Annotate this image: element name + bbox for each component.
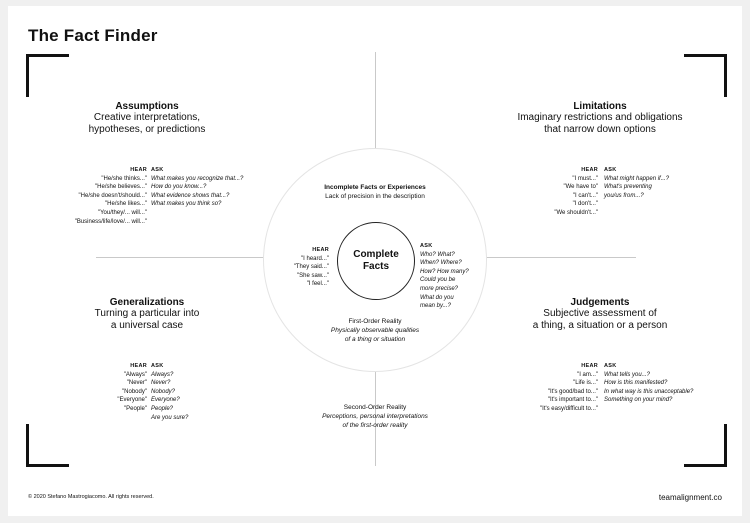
hear-item: "Nobody": [122, 388, 147, 395]
hear-label: HEAR: [581, 167, 598, 173]
hear-item: "I heard...": [301, 255, 329, 262]
assumptions-heading: Assumptions: [115, 101, 179, 112]
hear-item: "They said...": [293, 264, 329, 271]
page-title: The Fact Finder: [28, 26, 158, 45]
ask-item: What evidence shows that...?: [151, 192, 230, 199]
hear-label: HEAR: [130, 167, 147, 173]
hear-item: "We have to": [563, 184, 598, 191]
fact-finder-canvas: [8, 6, 742, 516]
judgements-heading: Judgements: [570, 297, 630, 308]
hear-item: "Life is...": [573, 380, 598, 387]
generalizations-block: [37, 297, 257, 332]
ask-item: Something on your mind?: [604, 397, 673, 404]
ask-item: How is this manifested?: [604, 380, 668, 387]
ask-item: What do you: [420, 294, 454, 301]
hear-item: "He/she likes...": [105, 201, 147, 208]
assumptions-hear-column: [75, 166, 147, 226]
hear-item: "We shouldn't...": [554, 209, 598, 216]
ask-item: Nobody?: [151, 388, 176, 395]
hear-item: "I don't...": [572, 201, 598, 208]
limitations-heading: Limitations: [573, 101, 627, 112]
judgements-block: [490, 297, 710, 332]
ask-item: In what way is this unacceptable?: [604, 388, 694, 395]
incomplete-facts-description: Lack of precision in the description: [325, 193, 425, 200]
ask-item: What makes you recognize that...?: [151, 175, 244, 182]
ask-item: Are you sure?: [151, 414, 189, 421]
judgements-description: Subjective assessment of a thing, a situation or a person: [532, 308, 668, 331]
corner-bracket-top-left: [26, 54, 69, 97]
hear-item: "He/she thinks...": [101, 175, 147, 182]
center-hear-column: [294, 246, 329, 289]
second-order-description-line: Perceptions, personal interpretations: [322, 413, 428, 420]
ask-item: What's preventing: [604, 184, 652, 191]
hear-item: "I can't...": [572, 192, 598, 199]
ask-item: What might happen if...?: [604, 175, 670, 182]
ask-item: you/us from...?: [604, 192, 644, 199]
hear-item: "Business/life/love/... will...": [74, 218, 147, 225]
divider-horizontal-right: [486, 257, 636, 258]
ask-item: How do you know...?: [151, 184, 207, 191]
hear-item: "I must...": [572, 175, 598, 182]
hear-item: "Everyone": [117, 397, 147, 404]
ask-label: ASK: [604, 167, 617, 173]
site-link[interactable]: teamalignment.co: [658, 493, 722, 502]
hear-item: "It's easy/difficult to...": [540, 405, 598, 412]
assumptions-block: [37, 101, 257, 136]
corner-bracket-bottom-right: [684, 424, 727, 467]
incomplete-facts-block: [300, 183, 450, 201]
hear-item: "Always": [123, 371, 147, 378]
hear-item: "He/she believes...": [95, 184, 147, 191]
ask-label: ASK: [604, 363, 617, 369]
hear-item: "She saw...": [297, 272, 329, 279]
first-order-description-line: of a thing or situation: [344, 336, 406, 343]
generalizations-ask-column: [151, 362, 188, 422]
ask-item: Everyone?: [151, 397, 180, 404]
ask-item: What makes you think so?: [151, 201, 222, 208]
first-order-reality-block: [300, 317, 450, 344]
assumptions-ask-column: [151, 166, 243, 209]
limitations-ask-column: [604, 166, 669, 200]
hear-label: HEAR: [581, 363, 598, 369]
first-order-description-line: Physically observable qualities: [330, 327, 420, 334]
hear-item: "Never": [126, 380, 147, 387]
corner-bracket-bottom-left: [26, 424, 69, 467]
hear-label: HEAR: [130, 363, 147, 369]
second-order-reality-block: [285, 403, 465, 430]
generalizations-description: Turning a particular into a universal case: [94, 308, 200, 331]
ask-item: People?: [151, 405, 174, 412]
generalizations-heading: Generalizations: [109, 297, 185, 308]
ask-label: ASK: [420, 243, 433, 249]
ask-item: mean by...?: [420, 303, 451, 310]
hear-item: "I am...": [577, 371, 598, 378]
ask-item: When? Where?: [420, 260, 462, 267]
complete-facts-circle: Complete Facts: [337, 222, 415, 300]
generalizations-hear-column: [117, 362, 147, 414]
incomplete-facts-heading: Incomplete Facts or Experiences: [324, 184, 426, 191]
hear-label: HEAR: [312, 247, 329, 253]
corner-bracket-top-right: [684, 54, 727, 97]
hear-item: "It's good/bad to...": [547, 388, 598, 395]
hear-item: "You/they/... will...": [97, 209, 147, 216]
judgements-hear-column: [540, 362, 598, 414]
first-order-heading: First-Order Reality: [348, 318, 402, 325]
limitations-hear-column: [554, 166, 598, 218]
ask-item: Always?: [151, 371, 174, 378]
limitations-description: Imaginary restrictions and obligations that narrow down options: [517, 112, 683, 135]
judgements-ask-column: [604, 362, 693, 405]
hear-item: "People": [124, 405, 147, 412]
ask-item: What tells you...?: [604, 371, 651, 378]
second-order-heading: Second-Order Reality: [343, 404, 407, 411]
center-ask-column: [420, 242, 469, 311]
ask-item: more precise?: [420, 285, 459, 292]
ask-item: Who? What?: [420, 251, 455, 258]
copyright-notice: © 2020 Stefano Mastrogiacomo. All rights reserved.: [28, 494, 154, 500]
hear-item: "I feel...": [306, 281, 329, 288]
ask-item: How? How many?: [420, 268, 469, 275]
ask-item: Never?: [151, 380, 171, 387]
hear-item: "It's important to...": [547, 397, 598, 404]
hear-item: "He/she doesn't/should...": [78, 192, 147, 199]
ask-label: ASK: [151, 363, 164, 369]
ask-item: Could you be: [420, 277, 456, 284]
divider-horizontal-left: [96, 257, 264, 258]
divider-vertical-top: [375, 52, 376, 149]
second-order-description-line: of the first-order reality: [342, 422, 408, 429]
ask-label: ASK: [151, 167, 164, 173]
assumptions-description: Creative interpretations, hypotheses, or predictions: [88, 112, 206, 135]
limitations-block: [490, 101, 710, 136]
